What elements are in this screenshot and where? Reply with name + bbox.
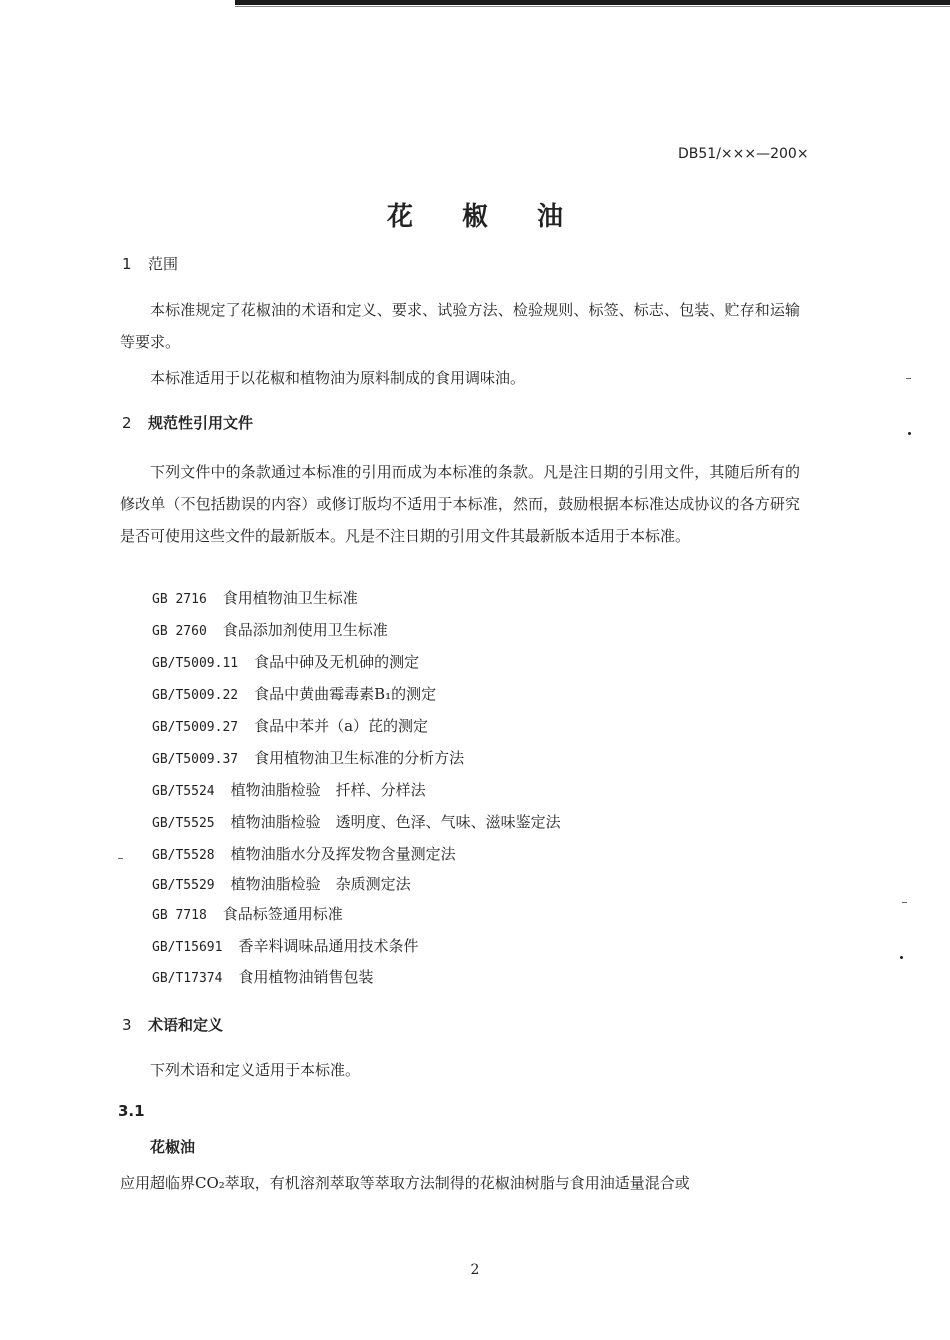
reference-item [152,747,464,768]
section-1-title: 范围 [148,255,179,273]
reference-item [152,903,343,924]
references-intro: 下列文件中的条款通过本标准的引用而成为本标准的条款。凡是注日期的引用文件，其随后所有的修改单（不包括勘误的内容）或修订版均不适用于本标准，然而，鼓励根据本标准达成协议的各方研究是否可使用这些文件的最新版本。凡是不注日期的引用文件其最新版本适用于本标准。 [120,463,800,545]
reference-code: GB/T17374 [152,971,223,986]
reference-item [152,843,456,864]
scan-speck [900,956,903,959]
reference-code: GB/T15691 [152,940,223,955]
reference-name: 食用植物油销售包装 [238,968,374,986]
term-number: 3.1 [118,1102,145,1120]
section-1-number: 1 [122,255,132,273]
scope-paragraph-1: 本标准规定了花椒油的术语和定义、要求、试验方法、检验规则、标签、标志、包装、贮存和运输等要求。 [120,301,800,351]
top-scan-border [235,0,950,5]
reference-name: 食品标签通用标准 [222,905,343,923]
reference-code: GB/T5009.27 [152,720,239,735]
page-number: 2 [470,1262,480,1278]
reference-item [152,683,436,704]
reference-item [152,873,411,894]
scan-mark [906,378,911,379]
reference-item [152,779,426,800]
section-2-number: 2 [122,414,132,432]
reference-item [152,619,388,640]
reference-name: 食用植物油卫生标准 [222,589,358,607]
reference-code: GB/T5528 [152,848,215,863]
reference-name: 食品添加剂使用卫生标准 [222,621,388,639]
reference-code: GB 2716 [152,592,207,607]
reference-code: GB 7718 [152,908,207,923]
reference-name: 植物油脂水分及挥发物含量测定法 [230,845,456,863]
reference-name: 植物油脂检验 杂质测定法 [230,875,411,893]
reference-item [152,587,358,608]
reference-code: GB/T5529 [152,878,215,893]
reference-code: GB/T5524 [152,784,215,799]
term-name: 花椒油 [150,1138,196,1156]
section-2-heading [122,412,253,433]
term-definition: 应用超临界CO₂萃取，有机溶剂萃取等萃取方法制得的花椒油树脂与食用油适量混合或 [120,1174,690,1192]
scan-mark [118,858,123,859]
reference-name: 食品中黄曲霉毒素B₁的测定 [254,685,437,703]
reference-item [152,715,428,736]
scan-mark [902,902,907,903]
reference-code: GB/T5009.11 [152,656,239,671]
scope-paragraph-2: 本标准适用于以花椒和植物油为原料制成的食用调味油。 [150,369,526,387]
reference-code: GB 2760 [152,624,207,639]
document-number: DB51/×××—200× [678,146,809,162]
reference-name: 食品中砷及无机砷的测定 [254,653,420,671]
reference-code: GB/T5009.37 [152,752,239,767]
section-3-title: 术语和定义 [148,1016,224,1034]
document-title-text: 花 椒 油 [386,202,584,232]
reference-name: 食用植物油卫生标准的分析方法 [254,749,465,767]
reference-item [152,811,561,832]
section-3-heading [122,1014,223,1035]
section-3-number: 3 [122,1016,132,1034]
document-title [0,196,950,233]
reference-code: GB/T5525 [152,816,215,831]
reference-name: 香辛料调味品通用技术条件 [238,937,419,955]
reference-code: GB/T5009.22 [152,688,239,703]
terms-intro: 下列术语和定义适用于本标准。 [150,1061,361,1079]
top-scan-border-thin [235,6,950,7]
section-1-heading [122,253,178,274]
reference-name: 食品中苯并（a）芘的测定 [254,717,429,735]
scan-speck [908,432,911,435]
reference-item [152,935,418,956]
reference-name: 植物油脂检验 扦样、分样法 [230,781,426,799]
reference-item [152,966,373,987]
section-2-title: 规范性引用文件 [148,414,254,432]
reference-name: 植物油脂检验 透明度、色泽、气味、滋味鉴定法 [230,813,561,831]
reference-item [152,651,419,672]
